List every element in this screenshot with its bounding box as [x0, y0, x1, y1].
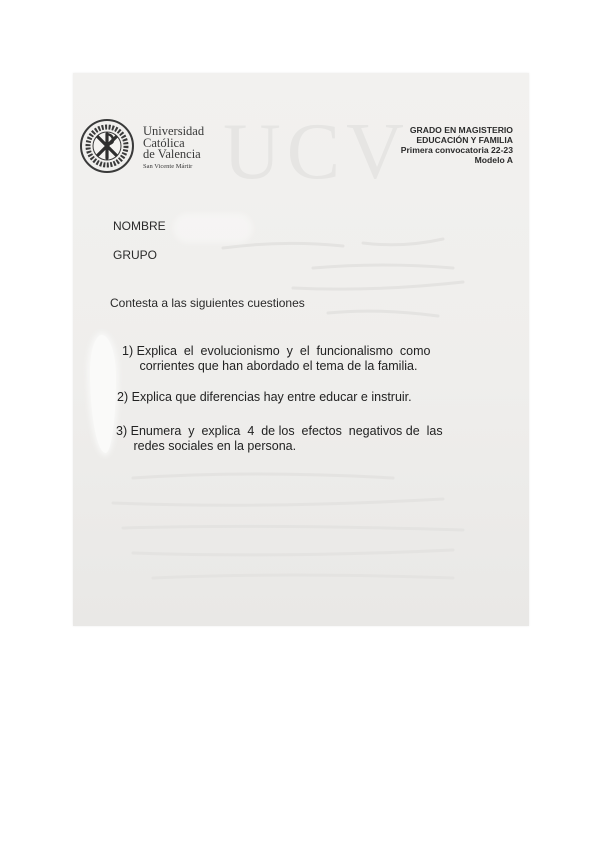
question-1-number: 1) — [122, 344, 134, 358]
model-label: Modelo A — [474, 155, 513, 165]
svg-text:UCV: UCV — [223, 108, 410, 196]
question-2-line-1: Explica que diferencias hay entre educar e instruir. — [131, 390, 412, 404]
university-subtitle: San Vicente Mártir — [143, 162, 193, 170]
ucv-seal-icon — [79, 118, 135, 174]
university-name-line-2: Católica — [143, 135, 185, 150]
question-3-line-1: Enumera y explica 4 de los efectos negativos de las — [130, 424, 443, 438]
instructions: Contesta a las siguientes cuestiones — [110, 296, 305, 310]
group-label: GRUPO — [113, 248, 158, 262]
question-2-number: 2) — [117, 390, 129, 404]
university-name — [143, 126, 253, 171]
subject-title: EDUCACIÓN Y FAMILIA — [416, 135, 513, 145]
question-2 — [117, 390, 412, 405]
question-1 — [122, 344, 431, 374]
question-1-line-1: Explica el evolucionismo y el funcionalismo como — [136, 344, 431, 358]
redacted-name-area — [173, 213, 253, 243]
question-3 — [116, 424, 443, 454]
question-3-line-2: redes sociales en la persona. — [133, 439, 297, 453]
exam-header — [401, 125, 513, 165]
university-logo — [79, 118, 249, 174]
degree-title: GRADO EN MAGISTERIO — [409, 125, 513, 135]
session-label: Primera convocatoria 22-23 — [400, 145, 513, 155]
question-1-line-2: corrientes que han abordado el tema de la familia. — [139, 359, 418, 373]
university-name-line-3: de Valencia — [143, 147, 201, 161]
exam-sheet — [73, 73, 529, 626]
university-name-line-1: Universidad — [143, 124, 205, 138]
name-label: NOMBRE — [113, 219, 166, 233]
question-3-number: 3) — [116, 424, 128, 438]
redaction-smudge — [90, 335, 116, 453]
